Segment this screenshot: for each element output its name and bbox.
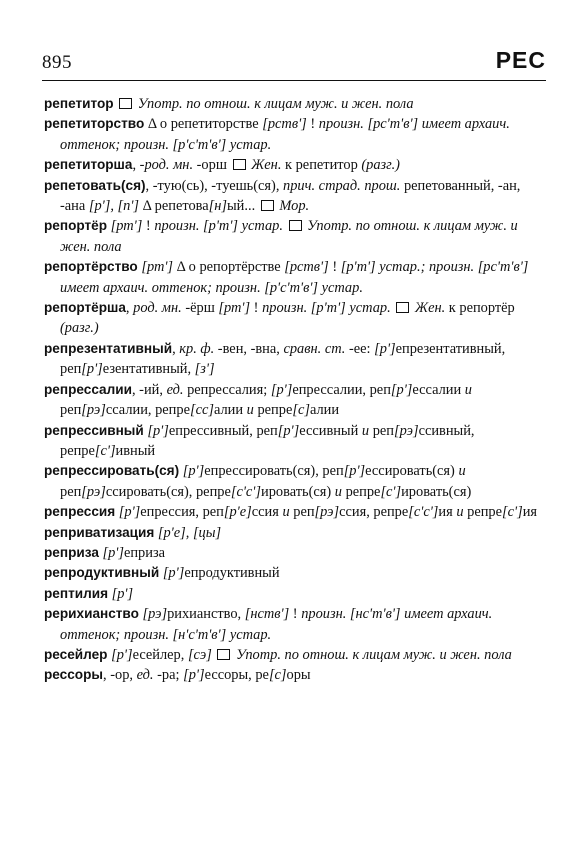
italic-note: [сэ]: [187, 646, 212, 663]
italic-note: Употр. по отнош. к лицам муж. и жен. пола: [60, 218, 518, 255]
italic-note: и: [456, 504, 464, 521]
dictionary-entry: [44, 339, 547, 380]
dictionary-entry: [44, 604, 547, 645]
entry-text: ия: [522, 504, 538, 521]
dictionary-entry: [44, 155, 547, 175]
entry-text: ый...: [227, 198, 259, 215]
italic-note: [рт']: [110, 218, 143, 235]
usage-note-box-icon: [289, 220, 302, 231]
dictionary-entry: [44, 298, 547, 339]
entry-text: !: [289, 606, 302, 623]
entry-text: ссировать(ся), репре: [105, 483, 231, 500]
italic-note: Мор.: [275, 198, 310, 215]
dictionary-entry: [44, 502, 547, 522]
italic-note: [р'], [п']: [88, 198, 140, 215]
headword: реприза: [44, 544, 99, 560]
dictionary-entry: [44, 461, 547, 502]
entry-text: , -ий,: [131, 381, 167, 398]
italic-note: Употр. по отнош. к лицам муж. и жен. пола: [232, 646, 512, 663]
italic-note: [р']: [111, 646, 133, 663]
italic-note: [с'с']: [230, 483, 261, 500]
entry-text: ессировать(ся): [365, 463, 459, 480]
italic-note: произн. [р'т'] устар.: [154, 218, 283, 235]
italic-note: [р']: [111, 585, 134, 602]
dictionary-entry: [44, 176, 547, 217]
italic-note: [р'е]: [223, 504, 252, 521]
dictionary-entry: [44, 421, 547, 462]
headword: репортёр: [44, 218, 108, 234]
dictionary-entry: [44, 94, 547, 114]
usage-note-box-icon: [233, 159, 246, 170]
entry-text: ссалии, репре: [105, 402, 190, 419]
entry-text: -ра;: [153, 667, 184, 684]
running-head: РЕС: [495, 47, 546, 73]
headword: репетиторство: [44, 116, 145, 132]
entry-text: ировать(ся): [261, 483, 335, 500]
italic-note: [с]: [292, 402, 310, 419]
italic-note: род. мн.: [133, 300, 182, 317]
italic-note: [рэ]: [142, 606, 168, 623]
entry-text: реп: [60, 402, 82, 419]
italic-note: произн. [р'т'] устар.: [262, 300, 391, 317]
italic-note: ед.: [166, 381, 184, 398]
entry-text: ссивный, репре: [60, 422, 475, 459]
italic-note: [рэ]: [394, 422, 419, 439]
headword: ресейлер: [44, 646, 108, 662]
italic-note: прич. страд. прош.: [283, 177, 401, 194]
headword: репродуктивный: [44, 565, 160, 581]
dictionary-entry: [44, 645, 547, 665]
entry-text: ия: [438, 504, 457, 521]
entry-text: рихианство,: [167, 606, 245, 623]
dictionary-entry: [44, 543, 547, 563]
entry-text: реп: [289, 504, 315, 521]
entry-text: !: [142, 218, 155, 235]
entry-text: ,: [172, 340, 180, 357]
headword: репрессивный: [44, 422, 144, 438]
entry-text: -вен, -вна,: [214, 340, 284, 357]
entry-text: епрессивный, реп: [168, 422, 278, 439]
italic-note: (разг.): [60, 320, 99, 337]
italic-note: и: [282, 504, 290, 521]
entry-text: , -тую(сь), -туешь(ся),: [145, 177, 284, 194]
italic-note: [рств']: [262, 116, 307, 133]
entry-text: -орш: [193, 157, 231, 174]
italic-note: [с']: [94, 442, 116, 459]
entry-text: ировать(ся): [401, 483, 472, 500]
italic-note: [с'с']: [408, 504, 439, 521]
entry-text: [283, 218, 287, 234]
entry-text: Δ о репортёрстве: [173, 259, 285, 276]
italic-note: [рств']: [284, 259, 329, 276]
italic-note: и: [361, 422, 370, 439]
entry-text: ессалии: [412, 381, 465, 398]
entry-text: алии: [213, 402, 247, 419]
entry-text: к репортёр: [445, 300, 515, 317]
entry-text: алии: [309, 402, 340, 419]
entry-text: !: [306, 116, 319, 133]
italic-note: [р']: [118, 504, 141, 521]
italic-note: [сс]: [189, 402, 214, 419]
italic-note: [р'т'] устар.; произн. [рс'т'в'] имеет архаич. оттенок; произн. [р'с'т'в'] устар.: [60, 259, 529, 296]
entry-text: !: [328, 259, 341, 276]
page-header: [42, 40, 546, 74]
italic-note: [рэ]: [81, 402, 106, 419]
italic-note: [с']: [502, 504, 523, 521]
entry-text: Δ репетова: [139, 198, 209, 215]
headword: репортёрша: [44, 300, 126, 316]
italic-note: [з']: [194, 361, 215, 378]
usage-note-box-icon: [217, 649, 230, 660]
italic-note: сравн. ст.: [283, 340, 346, 357]
italic-note: Жен.: [247, 157, 282, 174]
entry-text: ессоры, ре: [204, 667, 269, 684]
entry-text: Δ о репетиторстве: [144, 116, 263, 133]
entry-text: к репетитор: [281, 157, 362, 174]
italic-note: [рт']: [218, 300, 251, 317]
headword: рессоры: [44, 667, 104, 683]
italic-note: [р']: [343, 463, 366, 480]
italic-note: [р']: [183, 667, 205, 684]
italic-note: [р']: [374, 340, 396, 357]
italic-note: [р'е], [цы]: [157, 524, 222, 541]
entry-text: еприза: [123, 544, 166, 561]
entry-text: [114, 96, 118, 112]
entry-text: реп: [60, 483, 82, 500]
usage-note-box-icon: [261, 200, 274, 211]
headword: репетовать(ся): [44, 177, 146, 193]
italic-note: [рт']: [141, 259, 174, 276]
italic-note: [нств']: [244, 606, 290, 623]
italic-note: (разг.): [361, 157, 400, 174]
usage-note-box-icon: [119, 98, 132, 109]
entry-text: -ёрш: [181, 300, 219, 317]
entry-text: репре: [341, 483, 381, 500]
italic-note: и: [246, 402, 254, 419]
entry-text: -ее:: [345, 340, 375, 357]
entry-text: ,: [132, 157, 140, 174]
headword: репрезентативный: [44, 340, 173, 356]
entry-text: , -ор,: [103, 667, 137, 684]
italic-note: [н]: [208, 198, 227, 215]
entry-text: ссия, репре: [339, 504, 409, 521]
italic-note: -род. мн.: [139, 157, 194, 174]
italic-note: [р']: [81, 361, 103, 378]
entry-text: [391, 300, 395, 316]
italic-note: Употр. по отнош. к лицам муж. и жен. пола: [134, 96, 414, 112]
italic-note: [р']: [270, 381, 293, 398]
headword: репетиторша: [44, 157, 133, 173]
dictionary-entry: [44, 523, 547, 543]
entry-text: репре: [253, 402, 293, 419]
italic-note: [с]: [268, 667, 287, 684]
headword: рерихианство: [44, 606, 139, 622]
entry-text: ессивный: [299, 422, 362, 439]
italic-note: и: [334, 483, 342, 500]
italic-note: [р']: [162, 565, 185, 582]
entry-text: оры: [286, 667, 311, 684]
dictionary-entries: [44, 94, 547, 686]
italic-note: [р']: [147, 422, 169, 439]
italic-note: произн. [рс'т'в'] имеет архаич. оттенок; произн. [р'с'т'в'] устар.: [60, 116, 510, 153]
italic-note: произн. [нс'т'в'] имеет архаич. оттенок; произн. [н'с'т'в'] устар.: [60, 606, 493, 643]
dictionary-entry: [44, 257, 547, 298]
entry-text: ивный: [115, 442, 156, 459]
page-number: 895: [42, 52, 72, 73]
entry-text: ,: [125, 300, 134, 317]
dictionary-entry: [44, 584, 547, 604]
entry-text: епрессия, реп: [140, 504, 224, 521]
italic-note: [р']: [182, 463, 205, 480]
italic-note: [р']: [277, 422, 300, 439]
entry-text: репетованный, -ан, -ана: [60, 177, 521, 215]
headword: рептилия: [44, 585, 109, 601]
entry-text: епродуктивный: [184, 565, 280, 582]
entry-text: езентативный,: [102, 361, 195, 378]
headword: реприватизация: [44, 524, 155, 540]
entry-text: епрезентативный, реп: [60, 340, 506, 378]
dictionary-entry: [44, 665, 547, 685]
headword: репрессировать(ся): [44, 463, 180, 479]
italic-note: [с']: [380, 483, 402, 500]
italic-note: Жен.: [411, 300, 446, 317]
italic-note: [рэ]: [314, 504, 340, 521]
entry-text: ссия: [251, 504, 283, 521]
header-rule: [42, 80, 546, 81]
italic-note: ед.: [136, 667, 154, 684]
entry-text: !: [250, 300, 263, 317]
headword: репортёрство: [44, 259, 138, 275]
italic-note: [рэ]: [81, 483, 106, 500]
entry-text: епрессалии, реп: [292, 381, 391, 398]
entry-text: репрессалия;: [183, 381, 271, 398]
dictionary-entry: [44, 563, 547, 583]
italic-note: и: [458, 463, 466, 480]
italic-note: [р']: [102, 544, 124, 561]
entry-text: епрессировать(ся), реп: [204, 463, 344, 480]
entry-text: [212, 647, 216, 663]
italic-note: [р']: [390, 381, 413, 398]
entry-text: реп: [369, 422, 394, 439]
dictionary-entry: [44, 216, 547, 257]
dictionary-entry: [44, 114, 547, 155]
entry-text: репре: [463, 504, 503, 521]
italic-note: кр. ф.: [179, 340, 215, 357]
headword: репрессия: [44, 504, 116, 520]
entry-text: есейлер,: [132, 646, 188, 663]
headword: репетитор: [44, 96, 114, 111]
dictionary-entry: [44, 380, 547, 421]
italic-note: и: [464, 381, 472, 398]
headword: репрессалии: [44, 381, 132, 397]
usage-note-box-icon: [396, 302, 409, 313]
